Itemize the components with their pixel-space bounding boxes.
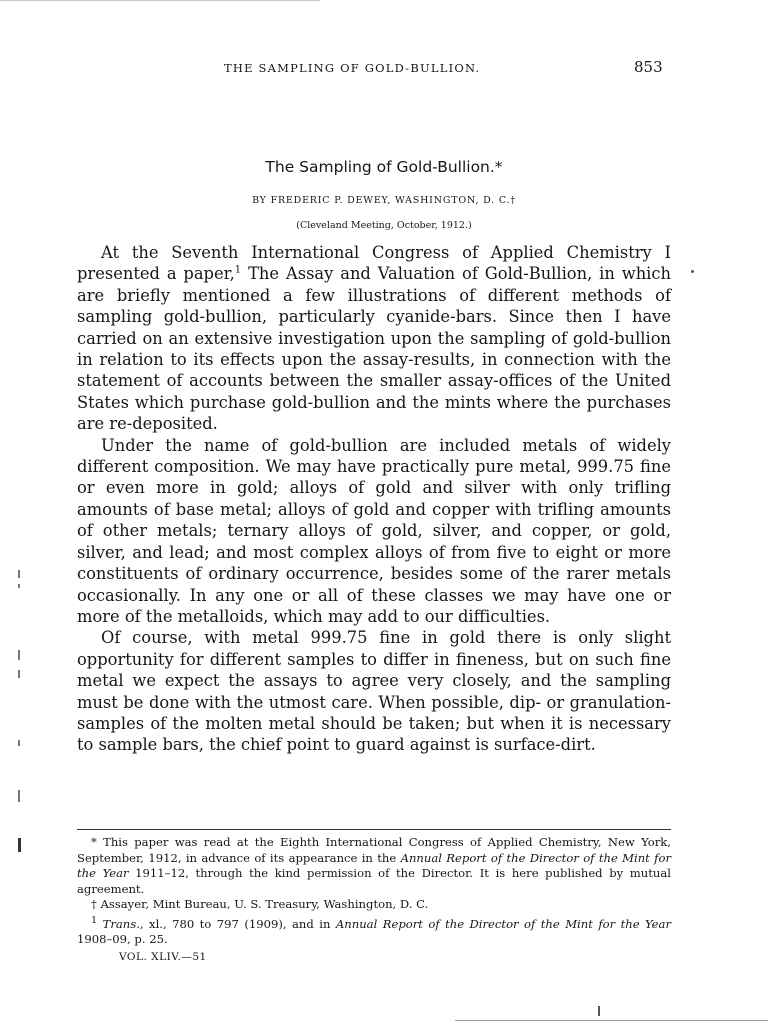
- scan-edge-line-top: [0, 0, 320, 1]
- scan-edge-line-bottom: [455, 1020, 768, 1021]
- meeting-note: (Cleveland Meeting, October, 1912.): [296, 220, 472, 231]
- footnote-dagger: † Assayer, Mint Bureau, U. S. Treasury, Washington, D. C.: [91, 897, 429, 912]
- footnote-ref-1: 1: [234, 264, 242, 276]
- footnote-asterisk-report-title: Annual Report of the Director of the Mint for the Year: [77, 850, 671, 881]
- footnote-1-text-b: , xl., 780 to 797 (1909), and in: [139, 916, 336, 931]
- running-head-title: THE SAMPLING OF GOLD-BULLION.: [224, 61, 481, 75]
- scan-speck: [691, 270, 694, 273]
- footnote-1-trans: Trans.: [102, 916, 140, 931]
- footnote-asterisk-text-a: * This paper was read at the Eighth International Congress of Applied Chemistry, New York, September, 1912, in advance of its appearance in the: [77, 835, 671, 865]
- footnote-1-text-d: 1908–09, p. 25.: [77, 932, 168, 947]
- footnote-1-report-title: Annual Report of the Director of the Mint for the Year: [335, 916, 671, 931]
- footnote-rule: [77, 829, 671, 830]
- footnote-1: [77, 913, 671, 948]
- paragraph-2: Under the name of gold-bullion are included metals of widely different composition. We may have practically pure metal, 999.75 fine or even more in gold; alloys of gold and silver with only trifling amounts of base metal; alloys of gold and copper with trifling amounts of other metals; ternary alloys of gold, silver, and copper, or gold, silver, and lead; and most complex alloys of from five to eight or more constituents of ordinary occurrence, besides some of the rarer metals occasionally. In any one or all of these classes we may have one or more of the metalloids, which may add to our difficulties.: [77, 435, 671, 626]
- running-head: [0, 58, 768, 78]
- footnote-asterisk: [77, 835, 671, 897]
- footnote-asterisk-text-c: 1911–12, through the kind permission of the Director. It is here published by mutual agreement.: [77, 866, 671, 896]
- article-byline: BY FREDERIC P. DEWEY, WASHINGTON, D. C.†: [252, 195, 516, 206]
- footnotes: [77, 835, 671, 966]
- paragraph-3: Of course, with metal 999.75 fine in gold there is only slight opportunity for different samples to differ in fineness, but on such fine metal we expect the assays to agree very closely, and the sampling must be done with the utmost care. When possible, dip- or granulation-samples of the molten metal should be taken; but when it is necessary to sample bars, the chief point to guard against is surface-dirt.: [77, 628, 671, 755]
- paragraph-1: [77, 242, 671, 435]
- article-title: The Sampling of Gold-Bullion.*: [265, 158, 503, 176]
- body-text: [77, 242, 671, 756]
- footnote-1-mark: 1: [91, 914, 98, 926]
- scan-tick-mark: [598, 1006, 600, 1016]
- margin-scan-marks: [14, 570, 28, 870]
- signature-mark: VOL. XLIV.—51: [119, 951, 207, 964]
- page-number: 853: [634, 58, 663, 76]
- paragraph-1-text-a: At the Seventh International Congress of Applied Chemistry I presented a paper,: [77, 243, 671, 284]
- paragraph-1-text-b: The Assay and Valuation of Gold-Bullion, in which are briefly mentioned a few illustrations of different methods of sampling gold-bullion, particularly cyanide-bars. Since then I have carried on an extensive investigation upon the sampling of gold-bullion in relation to its effects upon the assay-results, in connection with the statement of accounts between the smaller assay-offices of the United States which purchase gold-bullion and the mints where the purchases are re-deposited.: [77, 264, 671, 434]
